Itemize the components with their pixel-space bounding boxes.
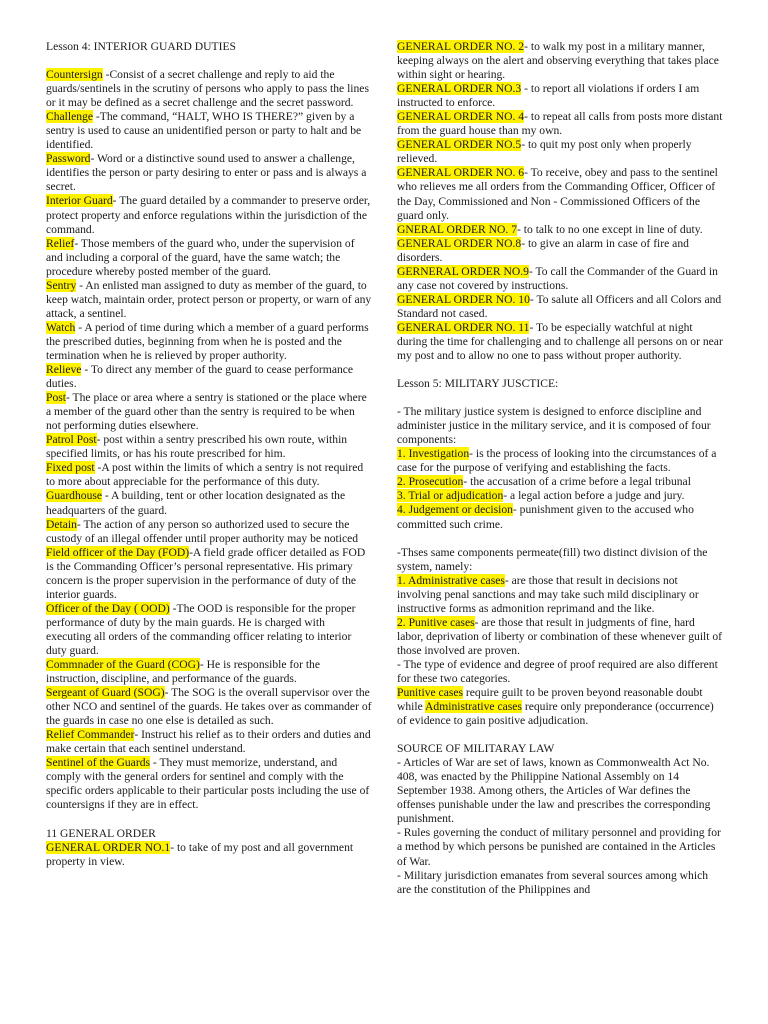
definition-password: [46, 152, 372, 194]
definition-fixed-post: [46, 461, 372, 489]
general-order-10: [397, 293, 723, 321]
definition-watch: [46, 321, 372, 363]
definition-text: - The action of any person so authorized used to secure the custody of an illegal offender until proper authority may be noticed: [46, 517, 359, 545]
definition-text: - Instruct his relief as to their orders and duties and make certain that each sentinel understand.: [46, 728, 371, 756]
definition-post: [46, 391, 372, 433]
definition-sentinel-of-guards: [46, 756, 372, 812]
definition-text: - A building, tent or other location designated as the headquarters of the guard.: [46, 489, 346, 517]
definition-text: - The guard detailed by a commander to preserve order, protect property and enforce regulations within the jurisdiction of the command.: [46, 194, 371, 236]
general-order-6: [397, 166, 723, 222]
order-text: - to report all violations if orders I am instructed to enforce.: [397, 82, 700, 110]
term-highlight: GENERAL ORDER NO. 10: [397, 292, 530, 306]
term-highlight: Relieve: [46, 363, 82, 377]
term-highlight: GENERAL ORDER NO.1: [46, 840, 171, 854]
general-order-7: [397, 223, 723, 237]
division-intro: -Thses same components permeate(fill) two distinct division of the system, namely:: [397, 545, 708, 573]
term-highlight: Administrative cases: [425, 700, 522, 714]
term-highlight: 3. Trial or adjudication: [397, 489, 504, 503]
lesson4-title: Lesson 4: INTERIOR GUARD DUTIES: [46, 40, 236, 53]
definition-guardhouse: [46, 489, 372, 517]
order-text: - to walk my post in a military manner, keeping always on the alert and observing everything that takes place within sight or hearing.: [397, 40, 719, 82]
general-order-9: [397, 265, 723, 293]
term-highlight: Sentinel of the Guards: [46, 756, 150, 770]
term-highlight: GNERAL ORDER NO. 7: [397, 222, 518, 236]
proof-text: require guilt to be proven beyond reasonable doubt while: [397, 686, 703, 714]
general-order-3: [397, 82, 723, 110]
term-highlight: 2. Prosecution: [397, 475, 464, 489]
definition-text: - An enlisted man assigned to duty as member of the guard, to keep watch, maintain order, protect person or property, or warn of any attack, a sentinel.: [46, 278, 372, 320]
definition-text: -The OOD is responsible for the proper performance of duty by the main guards. He is charged with executing all orders of the commanding officer relating to interior duty guard.: [46, 601, 356, 657]
general-order-1: [46, 841, 372, 869]
definition-relieve: [46, 363, 372, 391]
term-highlight: 2. Punitive cases: [397, 615, 475, 629]
general-order-8: [397, 237, 723, 265]
general-order-11: [397, 321, 723, 363]
term-highlight: 1. Administrative cases: [397, 573, 505, 587]
term-highlight: Field officer of the Day (FOD): [46, 545, 190, 559]
division-text: - are those that result in judgments of fine, hard labor, deprivation of liberty or combination of these whenever guilt of those involved are proven.: [397, 615, 723, 657]
order-text: - To be especially watchful at night during the time for challenging and to challenge all persons on or near my post and to allow no one to pass without proper authority.: [397, 320, 723, 363]
left-column: [46, 40, 372, 869]
term-highlight: Punitive cases: [397, 686, 464, 700]
term-highlight: Post: [46, 391, 66, 405]
source-paragraph: - Military jurisdiction emanates from several sources among which are the constitution of the Philippines and: [397, 868, 709, 896]
term-highlight: Challenge: [46, 110, 94, 124]
general-order-4: [397, 110, 723, 138]
term-highlight: Watch: [46, 320, 76, 334]
definition-text: -Consist of a secret challenge and reply to aid the guards/sentinels in the scrutiny of persons who apply to pass the lines or it may be defined as a secret challenge and the secret password.: [46, 68, 369, 110]
order-text: - to give an alarm in case of fire and disorders.: [397, 236, 689, 264]
component-prosecution: [397, 475, 723, 489]
definition-text: - The place or area where a sentry is stationed or the place where a member of the guard other than the sentry is required to be when not performing duties elsewhere.: [46, 391, 367, 433]
term-highlight: Password: [46, 152, 91, 166]
definition-text: - The SOG is the overall supervisor over the other NCO and sentinel of the guards. He takes over as commander of the guards in case no one else is detailed as such.: [46, 686, 372, 728]
term-highlight: Interior Guard: [46, 194, 113, 208]
term-highlight: GENERAL ORDER NO.5: [397, 138, 522, 152]
definition-text: - They must memorize, understand, and comply with the general orders for sentinel and comply with the specific orders applicable to their particular posts including the use of countersigns if they are in effect.: [46, 756, 370, 812]
term-highlight: GENERAL ORDER NO.3: [397, 82, 522, 96]
definition-fod: [46, 546, 372, 602]
lesson5-title: Lesson 5: MILITARY JUSCTICE:: [397, 377, 559, 391]
definition-relief-commander: [46, 728, 372, 756]
definition-text: - post within a sentry prescribed his own route, within specified limits, or has his route prescribed for him.: [46, 433, 348, 461]
definition-interior-guard: [46, 194, 372, 236]
term-highlight: Relief: [46, 236, 75, 250]
proof-text: require only preponderance (occurrence) of evidence to gain positive adjudication.: [397, 700, 714, 728]
definition-text: - A period of time during which a member of a guard performs the prescribed duties, beginning from when he is posted and the termination when he is relieved by proper authority.: [46, 320, 369, 362]
order-text: - to take of my post and all government property in view.: [46, 840, 354, 868]
term-highlight: Sergeant of Guard (SOG): [46, 686, 165, 700]
definition-sentry: [46, 279, 372, 321]
term-highlight: Relief Commander: [46, 728, 135, 742]
term-highlight: GENERAL ORDER NO. 2: [397, 40, 525, 53]
order-text: - To salute all Officers and all Colors and Standard not cased.: [397, 292, 722, 320]
term-highlight: 4. Judgement or decision: [397, 503, 513, 517]
definition-text: - He is responsible for the instruction, discipline, and performance of the guards.: [46, 658, 320, 686]
source-paragraph: - Rules governing the conduct of military personnel and providing for a method by which persons be punished are contained in the Articles of War.: [397, 826, 721, 868]
component-text: - punishment given to the accused who committed such crime.: [397, 503, 694, 531]
right-column: [397, 40, 723, 897]
term-highlight: Countersign: [46, 68, 103, 82]
term-highlight: Detain: [46, 517, 77, 531]
definition-challenge: [46, 110, 372, 152]
order-text: - To receive, obey and pass to the sentinel who relieves me all orders from the Commanding Officer, Officer of the Day, Commissioned and Non - Commissioned Officers of the guard only.: [397, 166, 718, 222]
definition-sog: [46, 686, 372, 728]
definition-patrol-post: [46, 433, 372, 461]
component-text: - the accusation of a crime before a legal tribunal: [463, 475, 691, 489]
component-investigation: [397, 447, 723, 475]
division-punitive: [397, 616, 723, 658]
evidence-note: - The type of evidence and degree of proof required are also different for these two categories.: [397, 657, 718, 685]
term-highlight: 1. Investigation: [397, 447, 470, 461]
definition-text: - Those members of the guard who, under the supervision of and including a corporal of the guard, have the same watch; the procedure whereby posted member of the guard.: [46, 236, 355, 278]
source-paragraph: - Articles of War are set of laws, known as Commonwealth Act No. 408, was enacted by the Philippine National Assembly on 14 September 1938. Among others, the Articles of War defines the offenses punishable under the law and prescribes the corresponding punishment.: [397, 756, 711, 826]
definition-relief: [46, 237, 372, 279]
term-highlight: GENERAL ORDER NO. 6: [397, 166, 525, 180]
term-highlight: GERNERAL ORDER NO.9: [397, 264, 529, 278]
component-trial: [397, 489, 723, 503]
term-highlight: Sentry: [46, 278, 77, 292]
definition-text: -The command, “HALT, WHO IS THERE?” given by a sentry is used to cause an unidentified person or party to halt and be identified.: [46, 110, 362, 152]
order-text: - To call the Commander of the Guard in any case not covered by instructions.: [397, 264, 718, 292]
proof-paragraph: [397, 686, 723, 728]
term-highlight: Patrol Post: [46, 433, 97, 447]
definition-detain: [46, 518, 372, 546]
source-heading: SOURCE OF MILITARAY LAW: [397, 742, 555, 756]
component-judgement: [397, 503, 723, 531]
general-order-5: [397, 138, 723, 166]
order-text: - to quit my post only when properly relieved.: [397, 138, 692, 166]
definition-text: -A field grade officer detailed as FOD is the Commanding Officer’s personal representative. His primary concern is the proper supervision in the performance of duty of the interior guards.: [46, 545, 366, 601]
definition-countersign: [46, 68, 372, 110]
definition-text: - To direct any member of the guard to cease performance duties.: [46, 363, 354, 391]
division-administrative: [397, 574, 723, 616]
definition-ood: [46, 602, 372, 658]
general-orders-heading: 11 GENERAL ORDER: [46, 826, 156, 840]
component-text: - is the process of looking into the circumstances of a case for the purpose of verifying and establishing the facts.: [397, 447, 717, 475]
general-order-2: [397, 40, 723, 82]
definition-cog: [46, 658, 372, 686]
term-highlight: GENERAL ORDER NO.8: [397, 236, 522, 250]
division-text: - are those that result in decisions not involving penal sanctions and may take such mild disciplinary or instructive forms as admonition reprimand and the like.: [397, 573, 699, 615]
justice-intro: - The military justice system is designed to enforce discipline and administer justice in the military service, and it is composed of four components:: [397, 405, 711, 447]
term-highlight: Commnader of the Guard (COG): [46, 658, 200, 672]
component-text: - a legal action before a judge and jury.: [503, 489, 685, 503]
definition-text: - Word or a distinctive sound used to answer a challenge, identifies the person or party desiring to enter or pass and is always a secret.: [46, 152, 367, 194]
order-text: - to talk to no one except in line of duty.: [517, 222, 703, 236]
definition-text: -A post within the limits of which a sentry is not required to more about appreciable for the performance of this duty.: [46, 461, 364, 489]
term-highlight: Officer of the Day ( OOD): [46, 601, 170, 615]
term-highlight: GENERAL ORDER NO. 4: [397, 110, 525, 124]
order-text: - to repeat all calls from posts more distant from the guard house than my own.: [397, 110, 723, 138]
term-highlight: Guardhouse: [46, 489, 103, 503]
term-highlight: GENERAL ORDER NO. 11: [397, 320, 530, 334]
term-highlight: Fixed post: [46, 461, 95, 475]
